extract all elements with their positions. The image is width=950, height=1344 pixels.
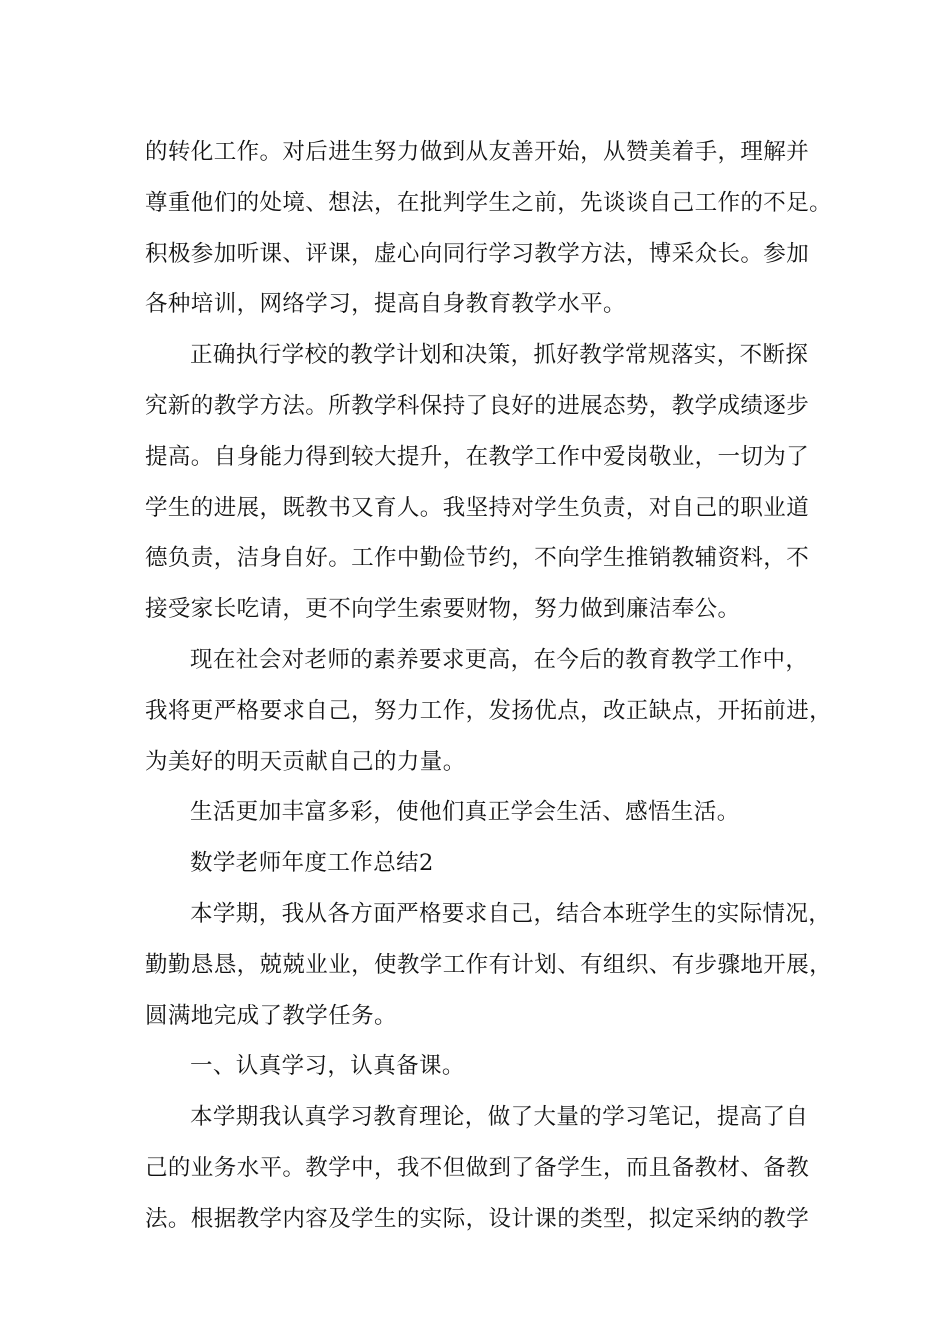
- paragraph: [145, 889, 835, 1041]
- text-line: 积极参加听课、评课，虚心向同行学习教学方法，博采众长。参加: [145, 240, 810, 267]
- text-line: 德负责，洁身自好。工作中勤俭节约，不向学生推销教辅资料，不: [145, 545, 810, 572]
- text-line: 现在社会对老师的素养要求更高，在今后的教育教学工作中，: [190, 646, 809, 673]
- text-line: 我将更严格要求自己，努力工作，发扬优点，改正缺点，开拓前进，: [145, 697, 833, 724]
- paragraph: [145, 635, 835, 787]
- text-line: 学生的进展，既教书又育人。我坚持对学生负责，对自己的职业道: [145, 494, 810, 521]
- text-line: 本学期我认真学习教育理论，做了大量的学习笔记，提高了自: [190, 1104, 809, 1131]
- text-line: 各种培训，网络学习，提高自身教育教学水平。: [145, 291, 626, 318]
- text-line: 数学老师年度工作总结2: [190, 850, 434, 877]
- text-line: 提高。自身能力得到较大提升，在教学工作中爱岗敬业，一切为了: [145, 443, 810, 470]
- text-line: 勤勤恳恳，兢兢业业，使教学工作有计划、有组织、有步骤地开展，: [145, 951, 833, 978]
- paragraph: [145, 330, 835, 635]
- document-body: [145, 127, 835, 1245]
- text-line: 生活更加丰富多彩，使他们真正学会生活、感悟生活。: [190, 799, 740, 826]
- text-line: 本学期，我从各方面严格要求自己，结合本班学生的实际情况，: [190, 900, 832, 927]
- text-line: 尊重他们的处境、想法，在批判学生之前，先谈谈自己工作的不足。: [145, 189, 833, 216]
- text-line: 接受家长吃请，更不向学生索要财物，努力做到廉洁奉公。: [145, 596, 741, 623]
- text-line: 己的业务水平。教学中，我不但做到了备学生，而且备教材、备教: [145, 1154, 810, 1181]
- paragraph: [145, 127, 835, 330]
- section-heading: [145, 1041, 835, 1092]
- text-line: 正确执行学校的教学计划和决策，抓好教学常规落实，不断探: [190, 342, 809, 369]
- text-line: 的转化工作。对后进生努力做到从友善开始，从赞美着手，理解并: [145, 139, 810, 165]
- section-title: [145, 838, 835, 889]
- text-line: 究新的教学方法。所教学科保持了良好的进展态势，教学成绩逐步: [145, 392, 810, 419]
- text-line: 为美好的明天贡献自己的力量。: [145, 748, 466, 775]
- text-line: 圆满地完成了教学任务。: [145, 1002, 397, 1029]
- text-line: 法。根据教学内容及学生的实际，设计课的类型，拟定采纳的教学: [145, 1205, 810, 1232]
- paragraph: [145, 787, 835, 838]
- paragraph: [145, 1092, 835, 1244]
- text-line: 一、认真学习，认真备课。: [190, 1053, 465, 1080]
